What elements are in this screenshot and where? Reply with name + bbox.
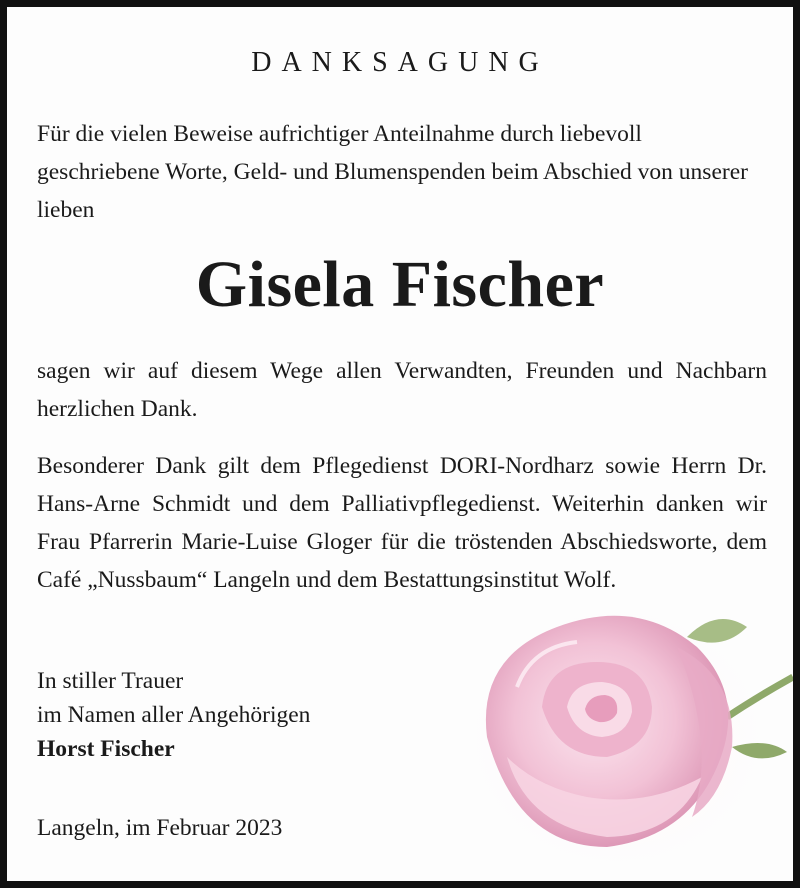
signoff-block xyxy=(37,664,310,766)
signoff-line: im Namen aller Angehörigen xyxy=(37,702,311,728)
rose-image xyxy=(447,567,793,881)
intro-paragraph: Für die vielen Beweise aufrichtiger Anteilnahme durch liebevoll geschriebene Worte, Geld- und Blumenspenden beim Abschied von unserer lieben xyxy=(37,121,748,223)
special-thanks-paragraph: Besonderer Dank gilt dem Pflegedienst DORI-Nordharz sowie Herrn Dr. Hans-Arne Schmidt und dem Palliativpflegedienst. Weiterhin danken wir Frau Pfarrerin Marie-Luise Gloger für die tröstenden Abschiedsworte, dem Café „Nussbaum“ Langeln und dem Bestattungsinstitut Wolf. xyxy=(37,453,767,593)
signer-name: Horst Fischer xyxy=(37,736,175,762)
signoff-line: In stiller Trauer xyxy=(37,668,184,694)
thanks-paragraph: sagen wir auf diesem Wege allen Verwandten, Freunden und Nachbarn herzlichen Dank. xyxy=(37,358,767,422)
notice-heading: DANKSAGUNG xyxy=(251,47,549,78)
place-date: Langeln, im Februar 2023 xyxy=(37,815,283,841)
deceased-name: Gisela Fischer xyxy=(195,248,605,321)
